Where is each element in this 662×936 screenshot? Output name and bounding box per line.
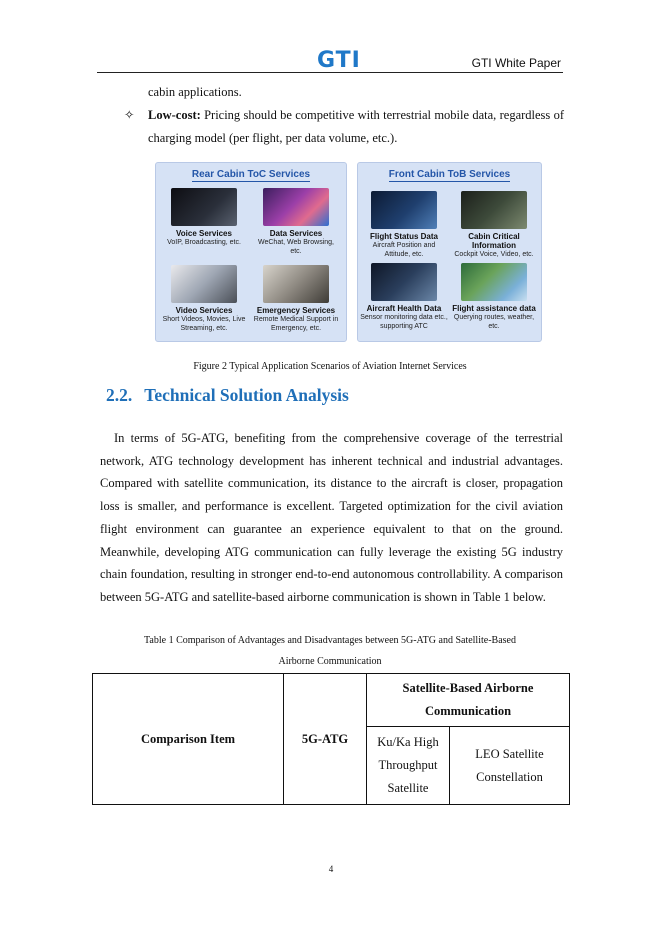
tile-voice-services: Voice Services VoIP, Broadcasting, etc. [160,188,248,247]
tile-cabin-critical-information: Cabin Critical Information Cockpit Voice, Video, etc. [450,191,538,259]
header-comparison-item: Comparison Item [93,674,284,805]
rear-cabin-panel [155,162,347,342]
front-cabin-panel [357,162,542,342]
figure-application-scenarios [155,162,542,342]
table-caption-line2: Airborne Communication [278,656,382,667]
data-services-image [263,188,329,226]
bullet-label: Low-cost: [148,108,201,122]
page-number: 4 [328,864,334,874]
flight-status-image [371,191,437,229]
header-title: GTI White Paper [471,56,561,70]
section-title: Technical Solution Analysis [144,385,349,405]
flight-assistance-image [461,263,527,301]
bullet-text: Pricing should be competitive with terrestrial mobile data, regardless of charging model (per flight, per data volume, etc.). [148,108,564,145]
diamond-bullet-icon: ✧ [124,108,135,122]
table-caption-line1: Table 1 Comparison of Advantages and Disadvantages between 5G-ATG and Satellite-Based [144,635,516,646]
tile-emergency-services: Emergency Services Remote Medical Support in Emergency, etc. [252,265,340,333]
header-5g-atg: 5G-ATG [284,674,367,805]
body-paragraph [100,427,563,609]
video-services-image [171,265,237,303]
tile-video-services: Video Services Short Videos, Movies, Live Streaming, etc. [160,265,248,333]
rear-cabin-title: Rear Cabin ToC Services [191,169,311,180]
figure-caption: Figure 2 Typical Application Scenarios of Aviation Internet Services [193,361,467,372]
header-ku-ka-satellite: Ku/Ka High Throughput Satellite [367,727,450,805]
header-satellite-based: Satellite-Based Airborne Communication [367,674,570,727]
tile-aircraft-health-data: Aircraft Health Data Sensor monitoring data etc., supporting ATC [360,263,448,331]
header-leo-constellation: LEO Satellite Constellation [450,727,570,805]
voice-services-image [171,188,237,226]
comparison-table [92,673,570,805]
front-cabin-title: Front Cabin ToB Services [388,169,511,180]
tile-flight-status-data: Flight Status Data Aircraft Position and Attitude, etc. [360,191,448,259]
gti-logo: GTI [317,48,361,73]
tile-flight-assistance-data: Flight assistance data Querying routes, weather, etc. [450,263,538,331]
cabin-critical-image [461,191,527,229]
aircraft-health-image [371,263,437,301]
section-number: 2.2. [106,385,133,405]
bullet-body [148,104,564,150]
emergency-services-image [263,265,329,303]
section-heading [106,385,349,406]
intro-tail-text: cabin applications. [148,85,242,99]
page-header [97,48,563,73]
paragraph-text: In terms of 5G-ATG, benefiting from the comprehensive coverage of the terrestrial network, ATG technology development has inherent technical and industrial advantages. Compared with satellite communication, its distance to the aircraft is closer, propagation loss is smaller, and performance is excellent. Targeted optimization for the civil aviation flight environment can guarantee an experience equivalent to that on the ground. Meanwhile, developing ATG communication can fully leverage the existing 5G industry chain foundation, resulting in stronger end-to-end autonomous controllability. A comparison between 5G-ATG and satellite-based airborne communication is shown in Table 1 below. [100,431,563,604]
tile-data-services: Data Services WeChat, Web Browsing, etc. [252,188,340,256]
bullet-low-cost [124,104,564,150]
